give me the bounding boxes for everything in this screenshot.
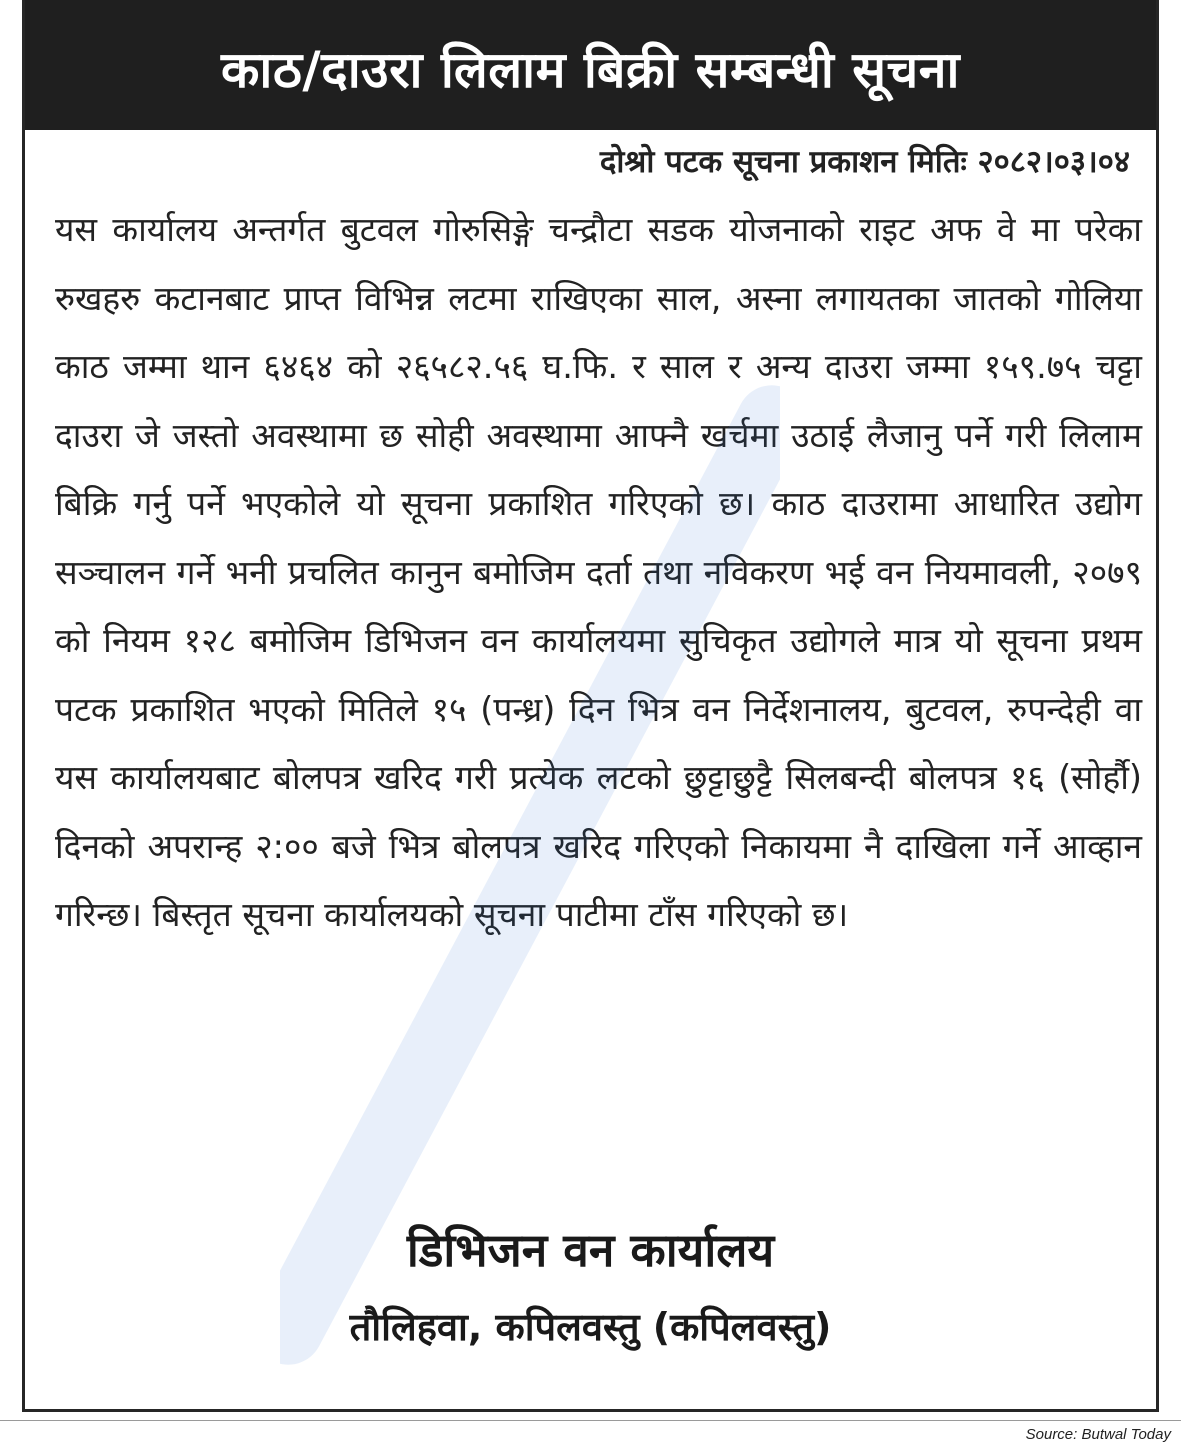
notice-title: काठ/दाउरा लिलाम बिक्री सम्बन्धी सूचना bbox=[221, 41, 960, 99]
bottom-divider bbox=[0, 1420, 1181, 1421]
notice-body: यस कार्यालय अन्तर्गत बुटवल गोरुसिङ्गे चन्द्रौटा सडक योजनाको राइट अफ वे मा परेका रुखहरु कटानबाट प्राप्त विभिन्न लटमा राखिएका साल, अस्ना लगायतका जातको गोलिया काठ जम्मा थान ६४६४ को २६५८२.५६ घ.फि. र साल र अन्य दाउरा जम्मा १५९.७५ चट्टा दाउरा जे जस्तो अवस्थामा छ सोही अवस्थामा आफ्नै खर्चमा उठाई लैजानु पर्ने गरी लिलाम बिक्रि गर्नु पर्ने भएकोले यो सूचना प्रकाशित गरिएको छ। काठ दाउरामा आधारित उद्योग सञ्चालन गर्ने भनी प्रचलित कानुन बमोजिम दर्ता तथा नविकरण भई वन नियमावली, २०७९ को नियम १२८ बमोजिम डिभिजन वन कार्यालयमा सुचिकृत उद्योगले मात्र यो सूचना प्रथम पटक प्रकाशित भएको मितिले १५ (पन्ध्र) दिन भित्र वन निर्देशनालय, बुटवल, रुपन्देही वा यस कार्यालयबाट बोलपत्र खरिद गरी प्रत्येक लटको छुट्टाछुट्टै सिलबन्दी बोलपत्र १६ (सोर्हौ) दिनको अपरान्ह २:०० बजे भित्र बोलपत्र खरिद गरिएको निकायमा नै दाखिला गर्ने आव्हान गरिन्छ। बिस्तृत सूचना कार्यालयको सूचना पाटीमा टाँस गरिएको छ। bbox=[55, 210, 1142, 934]
source-credit: Source: Butwal Today bbox=[1025, 1426, 1171, 1443]
publication-date-line: दोश्रो पटक सूचना प्रकाशन मितिः २०८२।०३।०४ bbox=[599, 144, 1130, 180]
office-name: डिभिजन वन कार्यालय bbox=[406, 1223, 775, 1277]
notice-header bbox=[25, 0, 1156, 130]
notice-card bbox=[22, 0, 1159, 1412]
office-address: तौलिहवा, कपिलवस्तु (कपिलवस्तु) bbox=[349, 1305, 832, 1349]
